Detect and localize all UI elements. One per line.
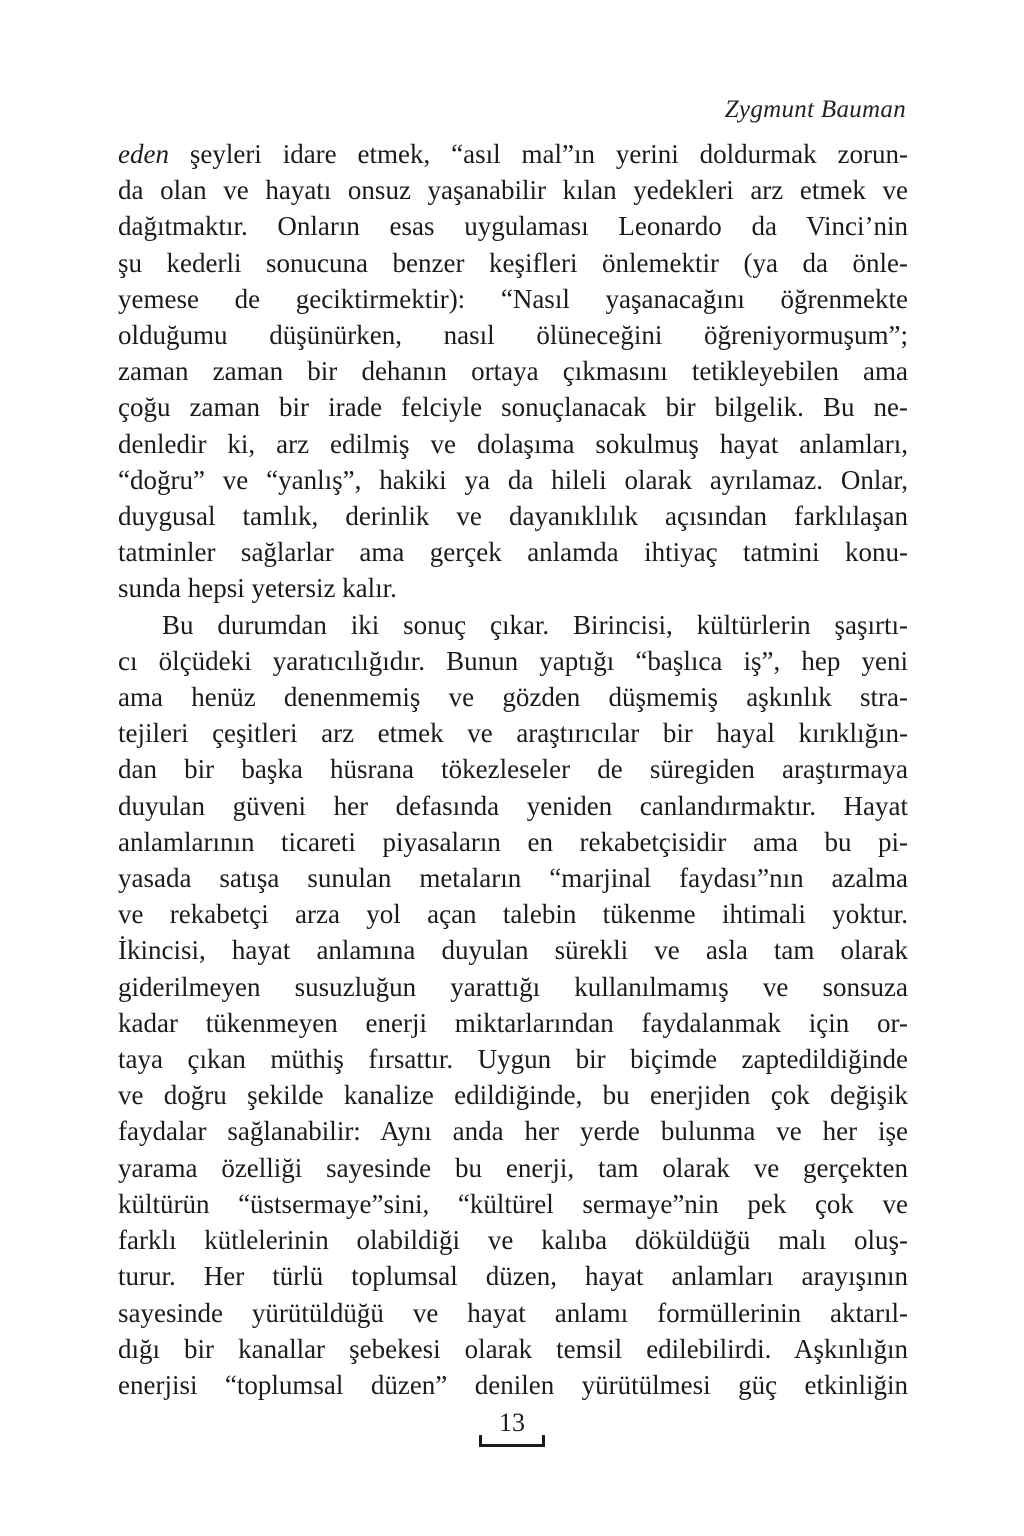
text-line: eden şeyleri idare etmek, “asıl mal”ın yerini doldurmak zorun- [118, 139, 908, 169]
text-line: yemese de geciktirmektir): “Nasıl yaşanacağını öğrenmekte [118, 283, 908, 314]
running-header-author: Zygmunt Bauman [724, 96, 906, 123]
text-line: şu kederli sonucuna benzer keşifleri önlemektir (ya da önle- [118, 247, 908, 278]
text-line: denledir ki, arz edilmiş ve dolaşıma sokulmuş hayat anlamları, [118, 428, 908, 459]
italic-lead-word: eden [118, 139, 169, 169]
page-number-frame [479, 1408, 545, 1447]
text-line: sunda hepsi yetersiz kalır. [118, 573, 397, 604]
text-line: zaman zaman bir dehanın ortaya çıkmasını tetikleyebilen ama [118, 356, 908, 387]
text-line: ve doğru şekilde kanalize edildiğinde, bu enerjiden çok değişik [118, 1080, 908, 1111]
text-line: duyulan güveni her defasında yeniden canlandırmaktır. Hayat [118, 790, 908, 821]
body-text [118, 136, 908, 1403]
text-line: ama henüz denenmemiş ve gözden düşmemiş aşkınlık stra- [118, 682, 908, 713]
text-line: İkincisi, hayat anlamına duyulan sürekli ve asla tam olarak [118, 935, 908, 966]
text-line: Bu durumdan iki sonuç çıkar. Birincisi, kültürlerin şaşırtı- [162, 609, 908, 640]
text-line: “doğru” ve “yanlış”, hakiki ya da hileli olarak ayrılamaz. Onlar, [118, 464, 908, 495]
text-line: kültürün “üstsermaye”sini, “kültürel sermaye”nin pek çok ve [118, 1188, 908, 1219]
text-line: faydalar sağlanabilir: Aynı anda her yerde bulunma ve her işe [118, 1116, 908, 1147]
page-footer [0, 1408, 1024, 1447]
text-line: da olan ve hayatı onsuz yaşanabilir kılan yedekleri arz etmek ve [118, 175, 908, 206]
text-line: ve rekabetçi arza yol açan talebin tükenme ihtimali yoktur. [118, 899, 908, 930]
text-line: cı ölçüdeki yaratıcılığıdır. Bunun yaptığı “başlıca iş”, hep yeni [118, 645, 908, 676]
text-line: tejileri çeşitleri arz etmek ve araştırıcılar bir hayal kırıklığın- [118, 718, 908, 749]
text-line: enerjisi “toplumsal düzen” denilen yürütülmesi güç etkinliğin [118, 1369, 908, 1400]
text-line: duygusal tamlık, derinlik ve dayanıklılık açısından farklılaşan [118, 501, 908, 532]
text-line: yarama özelliği sayesinde bu enerji, tam olarak ve gerçekten [118, 1152, 908, 1183]
text-line: tatminler sağlarlar ama gerçek anlamda ihtiyaç tatmini konu- [118, 537, 908, 568]
text-line: dağıtmaktır. Onların esas uygulaması Leonardo da Vinci’nin [118, 211, 908, 242]
text-line: giderilmeyen susuzluğun yarattığı kullanılmamış ve sonsuza [118, 971, 908, 1002]
text-line: olduğumu düşünürken, nasıl ölüneceğini öğreniyormuşum”; [118, 320, 908, 351]
page-number: 13 [499, 1408, 525, 1437]
text-line: dan bir başka hüsrana tökezleseler de süregiden araştırmaya [118, 754, 908, 785]
text-line: taya çıkan müthiş fırsattır. Uygun bir biçimde zaptedildiğinde [118, 1044, 908, 1075]
text-line: çoğu zaman bir irade felciyle sonuçlanacak bir bilgelik. Bu ne- [118, 392, 908, 423]
text-line: yasada satışa sunulan metaların “marjinal faydası”nın azalma [118, 863, 908, 894]
text-line: sayesinde yürütüldüğü ve hayat anlamı formüllerinin aktarıl- [118, 1297, 908, 1328]
text-line: anlamlarının ticareti piyasaların en rekabetçisidir ama bu pi- [118, 826, 908, 857]
text-line: dığı bir kanallar şebekesi olarak temsil edilebilirdi. Aşkınlığın [118, 1333, 908, 1364]
text-line: farklı kütlelerinin olabildiği ve kalıba döküldüğü malı oluş- [118, 1225, 908, 1256]
text-line: kadar tükenmeyen enerji miktarlarından faydalanmak için or- [118, 1007, 908, 1038]
text-line: turur. Her türlü toplumsal düzen, hayat anlamları arayışının [118, 1261, 908, 1292]
